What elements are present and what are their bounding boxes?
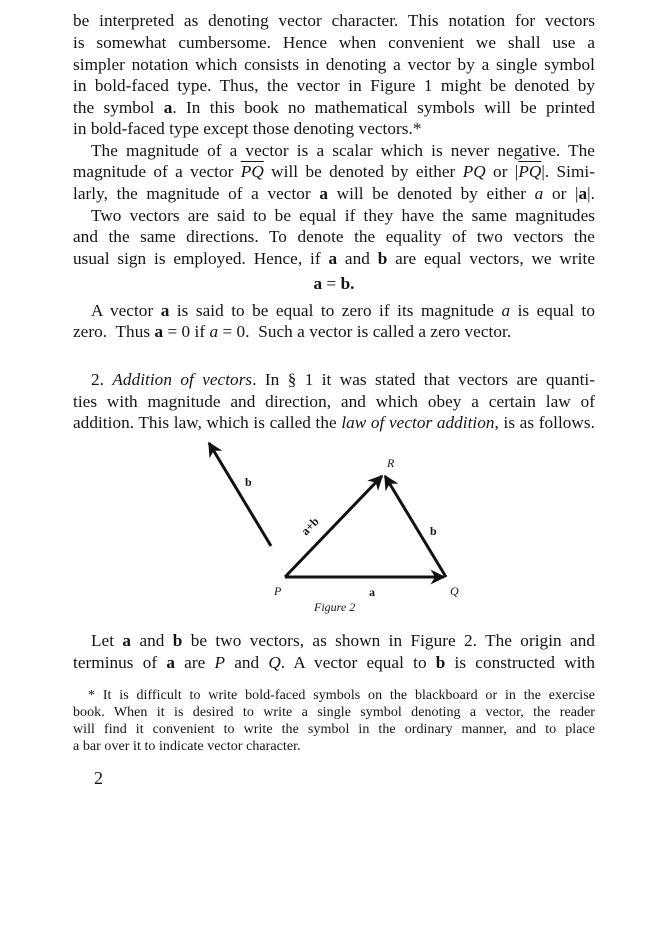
label-free-b: b bbox=[245, 475, 252, 489]
italic-Q: Q bbox=[268, 653, 281, 672]
text: |. Simi- bbox=[541, 162, 596, 181]
text: Let bbox=[91, 631, 123, 650]
page-number: 2 bbox=[94, 768, 103, 788]
bold-symbol-a: a bbox=[154, 322, 164, 341]
text: terminus of bbox=[73, 653, 167, 672]
text: addition. This law, which is called the bbox=[73, 413, 342, 432]
text-line: simpler notation which consists in denoting a vector by a single symbol bbox=[73, 55, 595, 74]
text-line bbox=[91, 630, 595, 651]
bold-symbol-a: a bbox=[122, 631, 132, 650]
text-line: be interpreted as denoting vector character. This notation for vectors bbox=[73, 11, 595, 30]
italic-symbol-a: a bbox=[501, 301, 511, 320]
bold-symbol-a: a bbox=[578, 184, 588, 203]
bold-symbol-a: a bbox=[160, 301, 170, 320]
text-line: in bold-faced type. Thus, the vector in Figure 1 might be denoted by bbox=[73, 76, 595, 95]
bold-symbol-a: a bbox=[328, 249, 338, 268]
text: = 0. Such a vector is called a zero vector. bbox=[218, 322, 512, 341]
text-line: is somewhat cumbersome. Hence when convenient we shall use a bbox=[73, 33, 595, 52]
label-Q: Q bbox=[450, 584, 459, 598]
text: . In § 1 it was stated that vectors are quanti- bbox=[252, 370, 596, 389]
vector-pq-abs: $\overline{PQ}$ bbox=[518, 162, 542, 181]
text: are equal vectors, we write bbox=[387, 249, 595, 268]
eq-lhs: a bbox=[313, 274, 323, 293]
text: will be denoted by either bbox=[328, 184, 535, 203]
bold-symbol-b: b bbox=[377, 249, 388, 268]
text-line: The magnitude of a vector is a scalar which is never negative. The bbox=[91, 141, 595, 160]
footnote-line: a bar over it to indicate vector character. bbox=[73, 739, 301, 754]
text: usual sign is employed. Hence, if bbox=[73, 249, 329, 268]
text: , is as follows. bbox=[494, 413, 595, 432]
label-R: R bbox=[387, 456, 395, 470]
text: will be denoted by either bbox=[263, 162, 463, 181]
eq-rhs: b bbox=[340, 274, 351, 293]
italic-P: P bbox=[214, 653, 226, 672]
text: A vector bbox=[91, 301, 161, 320]
text-line: in bold-faced type except those denoting vectors.* bbox=[73, 119, 422, 138]
text: and bbox=[225, 653, 269, 672]
text: are bbox=[174, 653, 215, 672]
magnitude-pq: PQ bbox=[462, 162, 486, 181]
vector-b-arrow bbox=[385, 476, 446, 577]
label-a-plus-b: a+b bbox=[298, 514, 322, 539]
footnote-line: book. When it is desired to write a single symbol denoting a vector, the reader bbox=[73, 705, 595, 720]
text: = 0 if bbox=[163, 322, 210, 341]
bold-symbol-a: a bbox=[163, 98, 173, 117]
eq-operator: = bbox=[322, 274, 341, 293]
text-line bbox=[73, 652, 595, 673]
eq-period: . bbox=[350, 274, 355, 293]
text: magnitude of a vector bbox=[73, 162, 241, 181]
text: is constructed with bbox=[445, 653, 595, 672]
text: larly, the magnitude of a vector bbox=[73, 184, 320, 203]
section-title: Addition of vectors bbox=[112, 370, 253, 389]
text-line: ties with magnitude and direction, and which obey a certain law of bbox=[73, 392, 595, 411]
footnote-line: will find it convenient to write the symbol in the ordinary manner, and to place bbox=[73, 722, 595, 737]
text: or | bbox=[543, 184, 579, 203]
text: is said to be equal to zero if its magnitude bbox=[169, 301, 502, 320]
text: is equal to bbox=[510, 301, 596, 320]
text: be two vectors, as shown in Figure 2. The origin and bbox=[182, 631, 595, 650]
free-vector-b-arrow bbox=[209, 443, 271, 546]
italic-symbol-a: a bbox=[209, 322, 219, 341]
vector-pq: $\overline{PQ}$ bbox=[240, 162, 264, 181]
section-number: 2. bbox=[91, 370, 113, 389]
italic-symbol-a: a bbox=[534, 184, 544, 203]
label-P: P bbox=[274, 584, 282, 598]
text: |. bbox=[587, 184, 596, 203]
bold-symbol-a: a bbox=[166, 653, 175, 672]
term-law-of-vector-addition: law of vector addition bbox=[341, 413, 495, 432]
bold-symbol-b: b bbox=[172, 631, 183, 650]
text: and bbox=[131, 631, 173, 650]
bold-symbol-b: b bbox=[435, 653, 446, 672]
text-line: and the same directions. To denote the equality of two vectors the bbox=[73, 227, 595, 246]
text: zero. Thus bbox=[73, 322, 155, 341]
label-a: a bbox=[369, 585, 375, 599]
text: . A vector equal to bbox=[280, 653, 436, 672]
text: and bbox=[337, 249, 378, 268]
bold-symbol-a: a bbox=[319, 184, 329, 203]
text: or | bbox=[485, 162, 519, 181]
text: the symbol bbox=[73, 98, 164, 117]
text-line: Two vectors are said to be equal if they have the same magnitudes bbox=[91, 206, 595, 225]
text: . In this book no mathematical symbols will be printed bbox=[172, 98, 595, 117]
figure-caption: Figure 2 bbox=[314, 600, 356, 614]
footnote-line: * It is difficult to write bold-faced symbols on the blackboard or in the exercise bbox=[88, 688, 595, 703]
label-b-side: b bbox=[430, 524, 437, 538]
